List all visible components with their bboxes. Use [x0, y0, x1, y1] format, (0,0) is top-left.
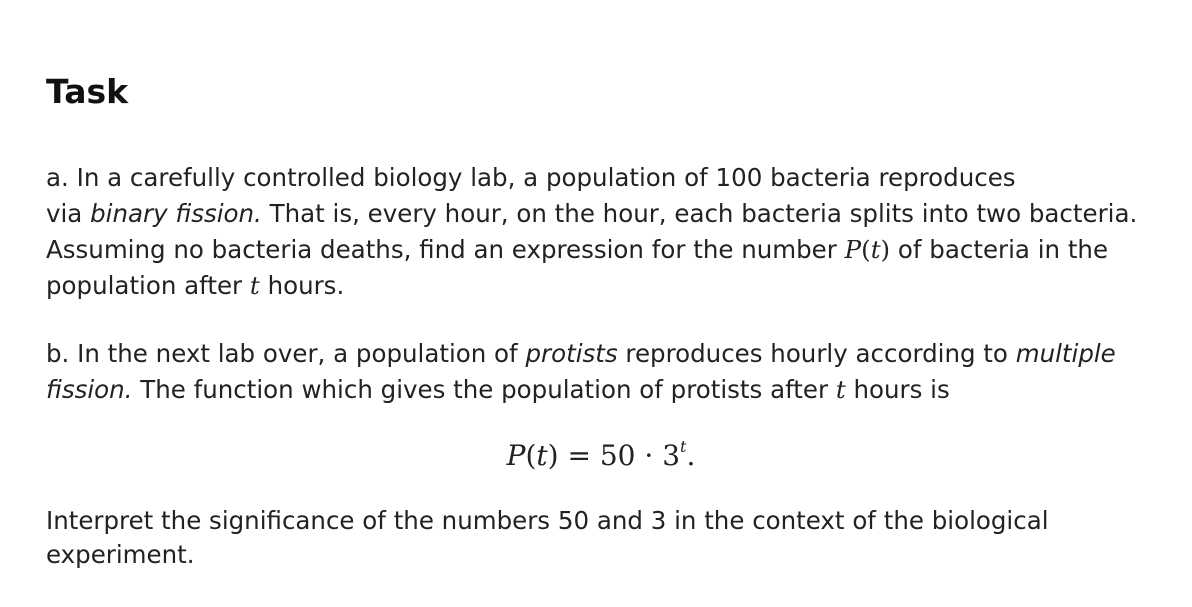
var-t: t — [870, 235, 881, 264]
part-a-line-2 — [46, 196, 1137, 232]
paren-close: ) — [880, 235, 891, 264]
part-a-paragraph — [46, 160, 1137, 304]
part-b-line-1-prefix: b. In the next lab over, a population of — [46, 339, 526, 368]
paren-open: ( — [861, 235, 871, 264]
fission-term: fission. — [46, 375, 133, 404]
part-b-line-2 — [46, 372, 1116, 408]
part-a-line-2-suffix: That is, every hour, on the hour, each bacteria splits into two bacteria. — [261, 199, 1138, 228]
part-a-line-4 — [46, 268, 1137, 304]
formula-period: . — [686, 439, 696, 472]
part-a-line-3-prefix: Assuming no bacteria deaths, find an expression for the number — [46, 235, 845, 264]
var-P: P — [844, 235, 862, 264]
part-c-paragraph — [46, 504, 1049, 572]
formula-exponent: t — [680, 437, 687, 456]
part-b-line-1 — [46, 336, 1116, 372]
part-b-line-2-middle: The function which gives the population of protists after — [132, 375, 836, 404]
var-t: t — [835, 375, 846, 404]
part-a-line-3 — [46, 232, 1137, 268]
page-title: Task — [46, 72, 129, 111]
part-a-line-4-suffix: hours. — [259, 271, 345, 300]
part-a-line-1: a. In a carefully controlled biology lab, a population of 100 bacteria reproduces — [46, 163, 1016, 192]
binary-fission-term: binary fission. — [90, 199, 262, 228]
multiple-term: multiple — [1015, 339, 1116, 368]
part-a-line-2-prefix: via — [46, 199, 91, 228]
formula-paren-open: ( — [525, 439, 537, 472]
formula-t: t — [536, 439, 548, 472]
protists-term: protists — [525, 339, 618, 368]
population-formula — [46, 436, 1156, 476]
formula-rhs: = 50 · 3 — [558, 439, 681, 472]
var-t: t — [249, 271, 260, 300]
part-a-line-4-prefix: population after — [46, 271, 250, 300]
part-b-line-1-middle: reproduces hourly according to — [617, 339, 1016, 368]
part-b-paragraph — [46, 336, 1116, 408]
part-c-line-1: Interpret the significance of the numbers 50 and 3 in the context of the biological — [46, 506, 1049, 535]
part-c-line-2: experiment. — [46, 540, 195, 569]
part-b-line-2-suffix: hours is — [845, 375, 950, 404]
part-a-line-3-suffix: of bacteria in the — [890, 235, 1109, 264]
formula-P: P — [506, 439, 526, 472]
formula-paren-close: ) — [547, 439, 559, 472]
